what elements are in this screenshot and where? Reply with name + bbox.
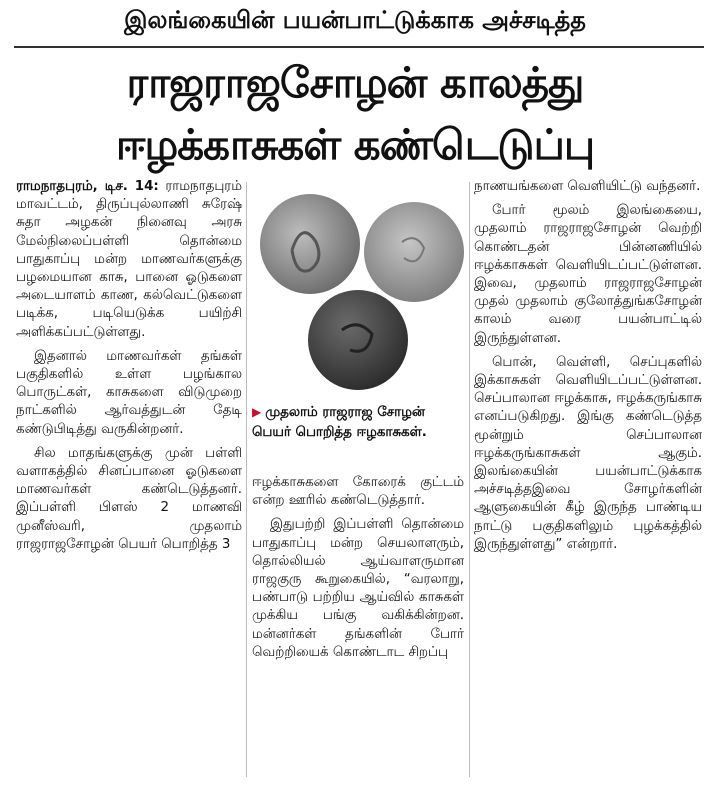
headline-line-2: ஈழக்காசுகள் கண்டெடுப்பு	[115, 120, 595, 169]
column-divider	[469, 182, 470, 777]
kicker: இலங்கையின் பயன்பாட்டுக்காக அச்சடித்த	[124, 6, 586, 34]
top-divider	[14, 46, 704, 48]
coin-2	[364, 202, 464, 302]
coin-1	[260, 194, 360, 294]
photo-caption	[252, 402, 464, 443]
paragraph: இதுபற்றி இப்பள்ளி தொன்மை பாதுகாப்பு மன்ற செயலாளரும், தொல்லியல் ஆய்வாளருமான ராஜகுரு கூறுகையில், “வரலாறு, பண்பாடு பற்றிய ஆய்வில் காசுகள் முக்கிய பங்கு வகிக்கின்றன. மன்னர்கள் தங்களின் போர் வெற்றியைக் கொண்டாட சிறப்பு	[252, 517, 464, 660]
paragraph: பொன், வெள்ளி, செப்புகளில் இக்காசுகள் வெளியிடப்பட்டுள்ளன. செப்பாலான ஈழக்காசு, ஈழக்கருங்காசு எனப்படுகிறது. இங்கு கண்டெடுத்த மூன்றும் செப்பாலான ஈழக்கருங்காசுகள் ஆகும். இலங்கையின் பயன்பாட்டுக்காக அச்சடித்தஇவை சோழர்களின் ஆளுகையின் கீழ் இருந்த பாண்டிய நாட்டு பகுதிகளிலும் புழக்கத்தில் இருந்துள்ளது” என்றார்.	[474, 354, 702, 552]
article-column-2	[252, 474, 464, 668]
red-triangle-icon: ▶	[252, 405, 262, 419]
article-column-3	[474, 178, 702, 560]
coins-image	[252, 180, 464, 396]
dateline: ராமநாதபுரம், டிச. 14:	[16, 179, 159, 194]
paragraph: நாணயங்களை வெளியிட்டு வந்தனர்.	[474, 179, 701, 194]
paragraph: இதனால் மாணவர்கள் தங்கள் பகுதிகளில் உள்ள பழங்கால பொருட்கள், காசுகளை விடுமுறை நாட்களில் ஆர்வத்துடன் தேடி கண்டுபிடித்து வருகின்றனர்.	[16, 348, 242, 437]
headline-line-1: ராஜராஜசோழன் காலத்து	[126, 58, 584, 107]
column-divider	[246, 182, 247, 777]
paragraph	[16, 178, 242, 342]
paragraph: போர் மூலம் இலங்கையை, முதலாம் ராஜராஜசோழன் வெற்றி கொண்டதன் பின்னணியில் ஈழக்காசுகள் வெளியிடப்பட்டுள்ளன. இவை, முதலாம் ராஜராஜசோழன் முதல் முதலாம் குலோத்துங்கசோழன் காலம் வரை பயன்பாட்டில் இருந்துள்ளன.	[474, 203, 702, 346]
coins-photo	[252, 180, 464, 396]
paragraph: சில மாதங்களுக்கு முன் பள்ளி வளாகத்தில் சினப்பானை ஓடுகளை மாணவர்கள் கண்டெடுத்தனர். இப்பள்ளி பிளஸ் 2 மாணவி முனீஸ்வரி, முதலாம் ராஜராஜசோழன் பெயர் பொறித்த 3	[16, 445, 242, 552]
article-column-1	[16, 178, 242, 560]
paragraph-text: ராமநாதபுரம் மாவட்டம், திருப்புல்லாணி சுரேஷ் சுதா அழகன் நினைவு அரசு மேல்நிலைப்பள்ளி தொன்மை பாதுகாப்பு மன்ற மாணவர்களுக்கு பழமையான காசு, பானை ஓடுகளை அடையாளம் காண, கல்வெட்டுகளை படிக்க, படியெடுக்க பயிற்சி அளிக்கப்பட்டுள்ளது.	[16, 179, 242, 340]
paragraph: ஈழக்காசுகளை கோரைக் குட்டம் என்ற ஊரில் கண்டெடுத்தார்.	[252, 475, 464, 509]
coin-3	[308, 290, 408, 390]
caption-text: முதலாம் ராஜராஜ சோழன் பெயர் பொறித்த ஈழகாசுகள்.	[252, 405, 427, 440]
